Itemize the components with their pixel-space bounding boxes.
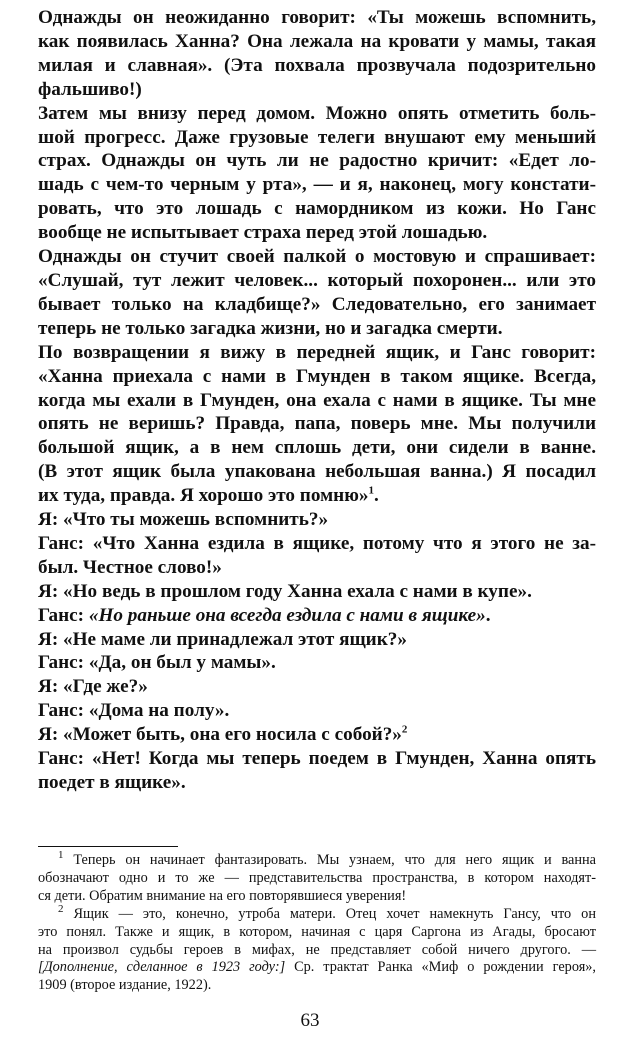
- footnote-line: это понял. Также и ящик, в котором, начиная с царя Саргона из Агады, бросают: [38, 923, 596, 940]
- footnote-divider: [38, 846, 178, 847]
- page-number: 63: [300, 1010, 320, 1031]
- dialogue-line: Я: «Не маме ли принадлежал этот ящик?»: [38, 628, 407, 650]
- text-line: [38, 484, 596, 508]
- footnote-line: ся дети. Обратим внимание на его повторявшиеся уверения!: [38, 887, 407, 904]
- text-fragment: Я: «Может быть, она его носила с собой?»: [38, 724, 402, 746]
- dialogue-line: Ганс: «Дома на полу».: [38, 700, 230, 722]
- footnote-line: [38, 902, 596, 924]
- dialogue-line: Ганс: «Нет! Когда мы теперь поедем в Гмунден, Ханна опять: [38, 748, 596, 770]
- text-fragment: .: [485, 604, 491, 626]
- footnote-line: на произвол судьбы героев в мифах, не представляет собой ничего другого. —: [38, 941, 596, 958]
- text-line: бывает только на кладбище?» Следовательно, его занимает: [38, 293, 596, 315]
- italic-quote: «Но раньше она всегда ездила с нами в ящике»: [88, 604, 486, 626]
- text-line: теперь не только загадка жизни, но и загадка смерти.: [38, 317, 503, 339]
- dialogue-line: Ганс: «Что Ханна ездила в ящике, потому что я этого не за-: [38, 532, 596, 554]
- footnote-line: обозначают одно и то же — представительства пространства, в котором находят-: [38, 869, 596, 886]
- dialogue-line: Я: «Что ты можешь вспомнить?»: [38, 509, 329, 531]
- footnote-mark-2: 2: [58, 902, 64, 915]
- text-line: большой ящик, а в нем сплошь дети, они сидели в ванне.: [38, 437, 596, 459]
- dialogue-line: Я: «Где же?»: [38, 676, 148, 698]
- text-line: По возвращении я вижу в передней ящик, и Ганс говорит:: [38, 341, 596, 363]
- text-line: (В этот ящик была упакована небольшая ванна.) Я посадил: [38, 461, 596, 483]
- text-line: шой прогресс. Даже грузовые телеги внушают ему меньший: [38, 126, 596, 148]
- dialogue-line: поедет в ящике».: [38, 772, 186, 793]
- dialogue-line: [38, 604, 596, 628]
- text-line: вообще не испытывает страха перед этой лошадью.: [38, 222, 488, 244]
- footnote-line: 1909 (второе издание, 1922).: [38, 977, 212, 994]
- text-line: «Ханна приехала с нами в Гмунден в таком ящике. Всегда,: [38, 365, 596, 387]
- text-fragment: Теперь он начинает фантазировать. Мы узнаем, что для него ящик и ванна: [73, 852, 596, 868]
- text-line: фальшиво!): [38, 78, 142, 100]
- dialogue-line: [38, 723, 596, 747]
- dialogue-line: Ганс: «Да, он был у мамы».: [38, 652, 276, 674]
- text-line: милая и славная». (Эта похвала прозвучала подозрительно: [38, 54, 596, 76]
- text-line: Однажды он неожиданно говорит: «Ты можешь вспомнить,: [38, 7, 596, 28]
- italic-note: [Дополнение, сделанное в 1923 году:]: [38, 959, 286, 976]
- footnote-line: [38, 959, 596, 977]
- text-line: Затем мы внизу перед домом. Можно опять отметить боль-: [38, 102, 596, 124]
- footnote-mark-1: 1: [58, 849, 64, 862]
- text-line: как появилась Ханна? Она лежала на кровати у мамы, такая: [38, 30, 596, 52]
- text-fragment: .: [373, 485, 379, 507]
- speaker-label: Ганс:: [38, 604, 89, 626]
- footnote-ref-2: 2: [401, 723, 408, 736]
- footnote-line: [38, 849, 596, 870]
- footnotes: [38, 849, 596, 995]
- text-line: ровать, что это лошадь с намордником из кожи. Но Ганс: [38, 198, 596, 220]
- text-line: Однажды он стучит своей палкой о мостовую и спрашивает:: [38, 246, 596, 268]
- dialogue-line: был. Честное слово!»: [38, 556, 222, 578]
- text-line: опять не веришь? Правда, папа, поверь мне. Мы получили: [38, 413, 596, 435]
- footnote-ref-1: 1: [368, 484, 374, 497]
- text-fragment: их туда, правда. Я хорошо это помню»: [38, 485, 369, 507]
- dialogue-line: Я: «Но ведь в прошлом году Ханна ехала с нами в купе».: [38, 580, 532, 602]
- text-fragment: Ящик — это, конечно, утроба матери. Отец хочет намекнуть Гансу, что он: [73, 905, 596, 922]
- text-line: когда мы ехали в Гмунден, она ехала с нами в ящике. Ты мне: [38, 389, 596, 411]
- text-line: страх. Однажды он чуть ли не радостно кричит: «Едет ло-: [38, 150, 596, 172]
- text-line: шадь с чем-то черным у рта», — и я, наконец, могу констати-: [38, 174, 596, 196]
- main-text: [38, 6, 596, 795]
- text-fragment: Ср. трактат Ранка «Миф о рождении героя»,: [285, 959, 596, 976]
- text-line: «Слушай, тут лежит человек... который похоронен... или это: [38, 269, 596, 291]
